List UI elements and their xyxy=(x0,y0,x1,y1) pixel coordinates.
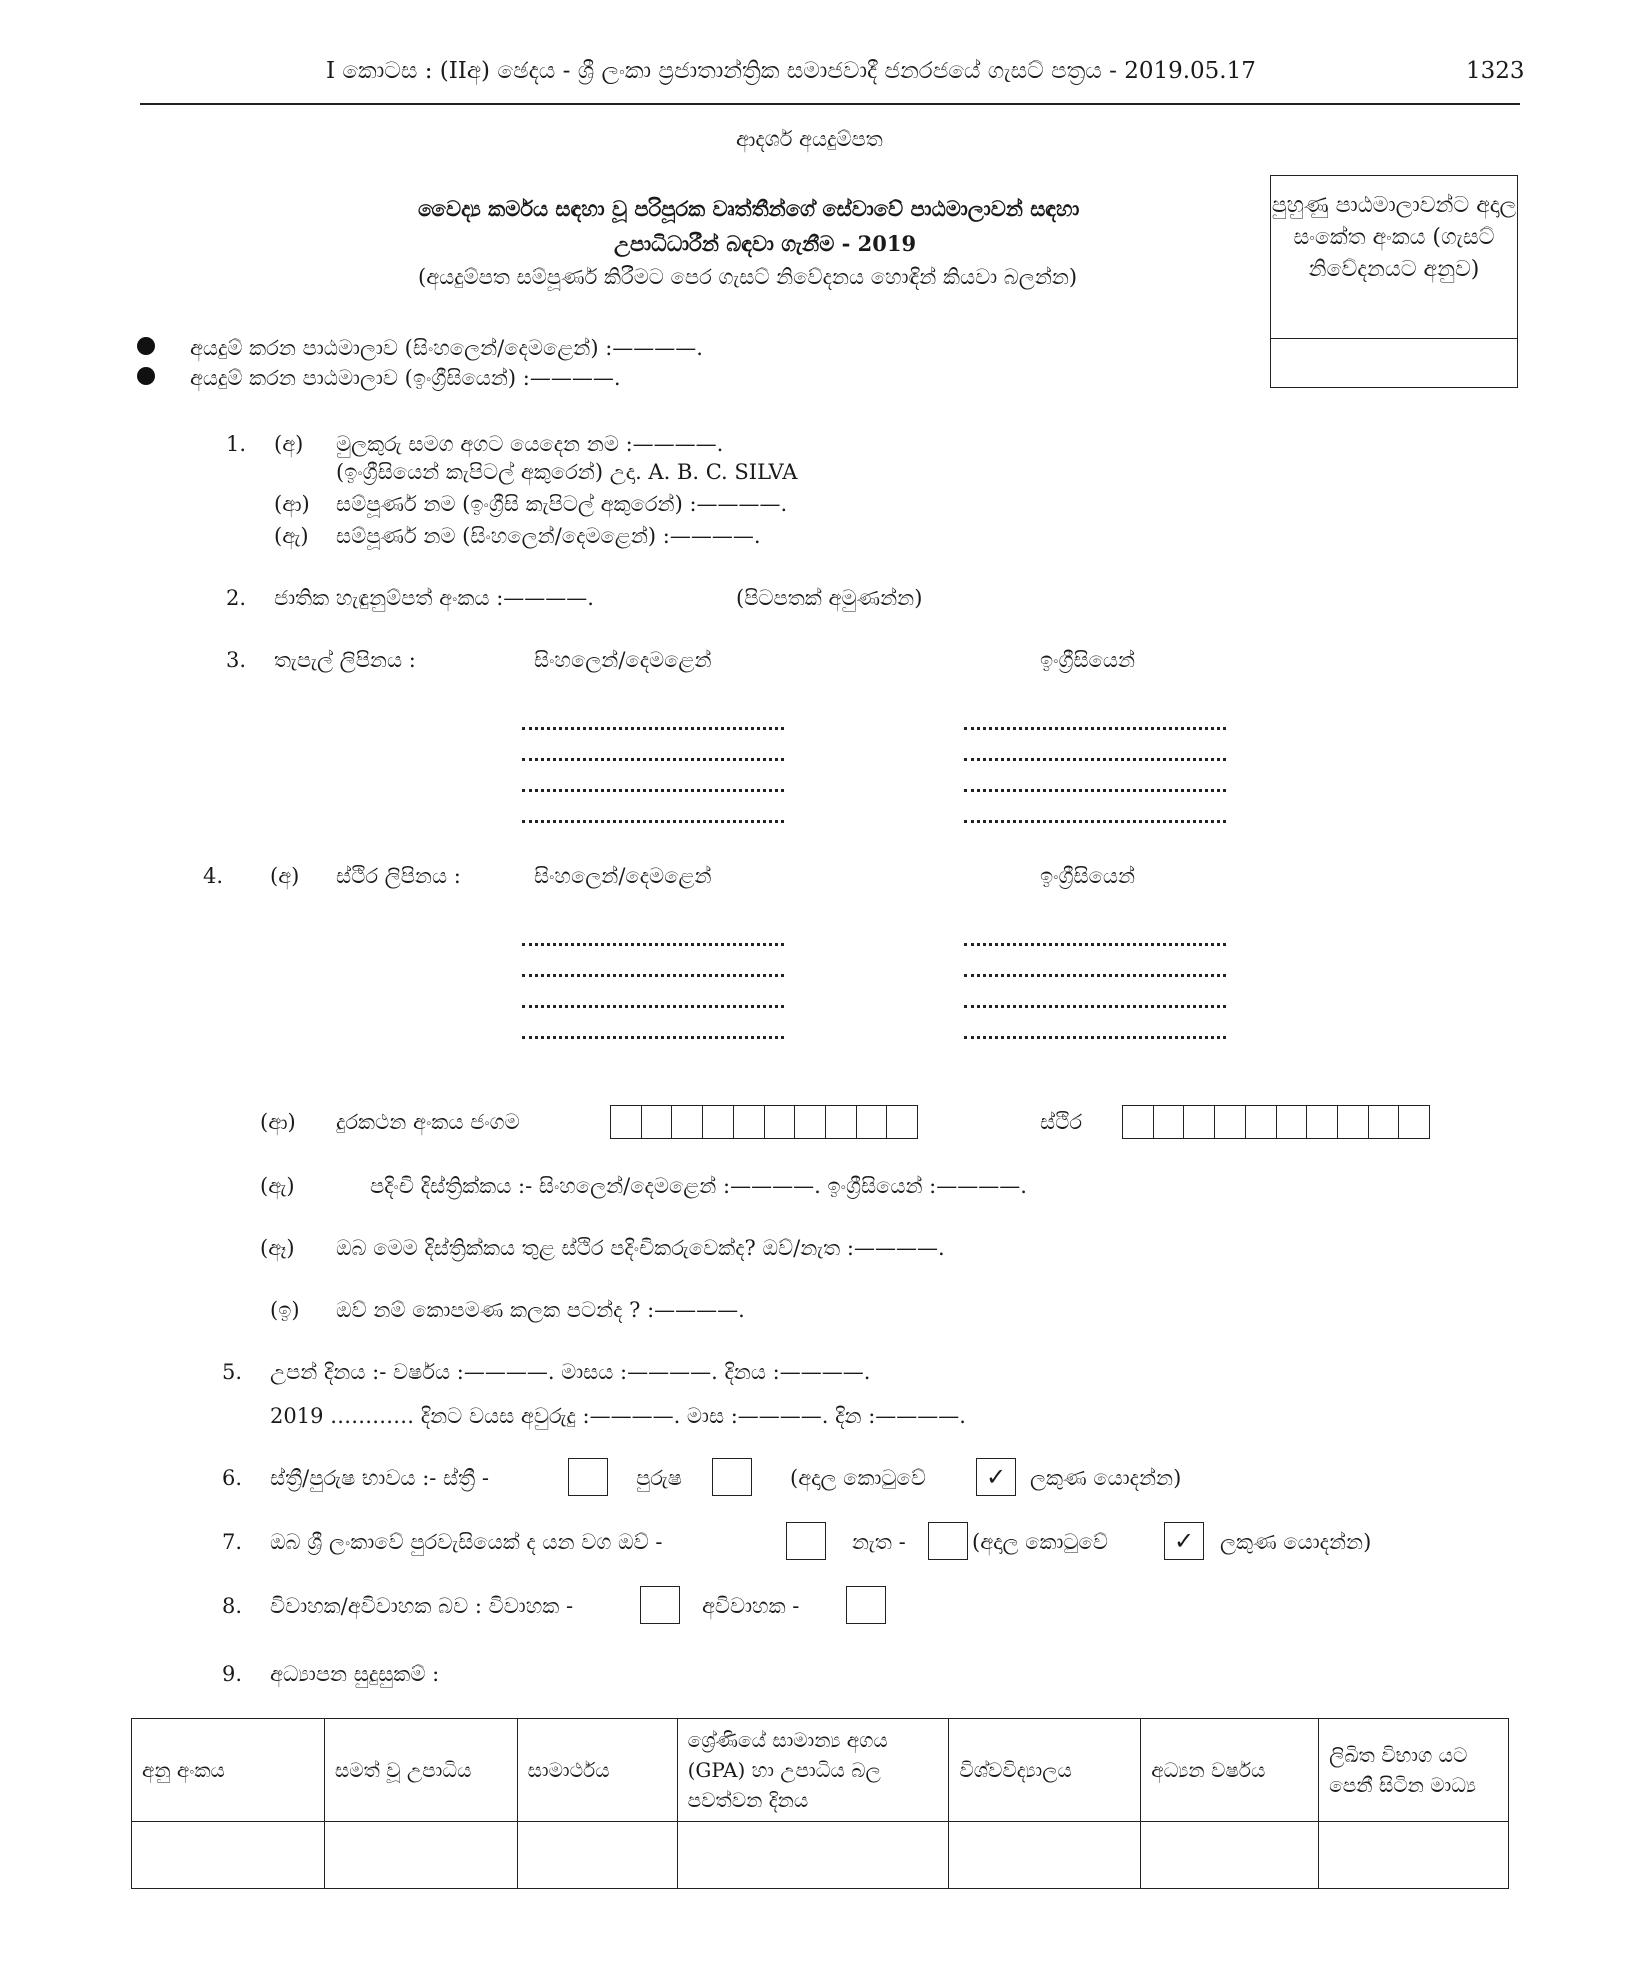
col-degree-passed: සමත් වූ උපාධිය xyxy=(324,1719,517,1822)
citizenship-instruction-a: (අදාල කොටුවේ xyxy=(972,1530,1108,1554)
col-university: විශ්වවිද්‍යාලය xyxy=(949,1719,1141,1822)
header-rule xyxy=(140,103,1520,105)
gender-male-checkbox[interactable] xyxy=(712,1458,752,1496)
q1c-label: (ඇ) xyxy=(274,524,309,548)
nic-number-field[interactable]: ජාතික හැඳුනුම්පත් අංකය :————. xyxy=(274,586,594,610)
form-title-note: (අයදුම්පත සම්පූර්ණ කිරීමට පෙර ගැසට් නිවේදනය හොඳින් කියවා බලන්න) xyxy=(418,265,1078,289)
mobile-number-boxes[interactable] xyxy=(610,1105,918,1139)
postal-address-english-line[interactable] xyxy=(964,789,1226,792)
permanent-address-label: ස්ථිර ලිපිනය : xyxy=(336,864,461,888)
citizenship-label: ඔබ ශ්‍රී ලංකාවේ පුරවැසියෙක් ද යන වග ඔව් - xyxy=(270,1530,663,1554)
permanent-address-sinhala-line[interactable] xyxy=(522,943,784,946)
q9-number: 9. xyxy=(222,1662,243,1686)
citizen-no-label: නැත - xyxy=(852,1530,906,1554)
model-application-label: ආදර්ශ අයදුම්පත xyxy=(736,127,883,151)
q1a-label: (අ) xyxy=(274,432,304,456)
q5-number: 5. xyxy=(222,1360,243,1384)
check-icon: ✓ xyxy=(1173,1527,1195,1555)
postal-address-sinhala-line[interactable] xyxy=(522,820,784,823)
name-example: (ඉංග්‍රීසියෙන් කැපිටල් අකුරෙන්) උදා. A. B. C. SILVA xyxy=(336,460,798,484)
gender-instruction-a: (අදාල කොටුවේ xyxy=(790,1466,926,1490)
column-sinhala-label: සිංහලෙන්/දෙමළෙන් xyxy=(534,864,712,888)
permanent-address-sinhala-line[interactable] xyxy=(522,1005,784,1008)
q2-number: 2. xyxy=(226,586,247,610)
residential-district-field[interactable]: පදිංචි දිස්ත්‍රික්කය :- සිංහලෙන්/දෙමළෙන් :————. ඉංග්‍රීසියෙන් :————. xyxy=(370,1174,1027,1198)
unmarried-checkbox[interactable] xyxy=(846,1586,886,1624)
q4b-label: (ආ) xyxy=(260,1110,296,1134)
citizen-yes-checkbox[interactable] xyxy=(786,1522,826,1560)
gender-label: ස්ත්‍රී/පුරුෂ භාවය :- ස්ත්‍රී - xyxy=(270,1466,489,1490)
course-sinhala-field[interactable]: අයදුම් කරන පාඨමාලාව (සිංහලෙන්/දෙමළෙන්) :————. xyxy=(190,336,703,360)
postal-address-label: තැපැල් ලිපිනය : xyxy=(274,648,416,672)
q4c-label: (ඇ) xyxy=(260,1174,295,1198)
permanent-address-english-line[interactable] xyxy=(964,943,1226,946)
phone-mobile-label: දුරකථන අංකය ජංගම xyxy=(336,1110,520,1134)
postal-address-english-line[interactable] xyxy=(964,758,1226,761)
citizenship-instruction-b: ලකුණ යොදන්න) xyxy=(1220,1530,1372,1554)
name-with-initials-field[interactable]: මුලකුරු සමග අගට යෙදෙන නම :————. xyxy=(336,432,724,456)
permanent-address-sinhala-line[interactable] xyxy=(522,1036,784,1039)
bullet-icon xyxy=(137,367,155,385)
q6-number: 6. xyxy=(222,1466,243,1490)
education-qualifications-table xyxy=(131,1718,1509,1889)
q4a-label: (අ) xyxy=(270,864,300,888)
postal-address-sinhala-line[interactable] xyxy=(522,727,784,730)
gender-female-checkbox[interactable] xyxy=(568,1458,608,1496)
postal-address-sinhala-line[interactable] xyxy=(522,758,784,761)
column-sinhala-label: සිංහලෙන්/දෙමළෙන් xyxy=(534,648,712,672)
course-code-box xyxy=(1270,175,1518,388)
phone-fixed-label: ස්ථිර xyxy=(1040,1110,1082,1134)
education-label: අධ්‍යාපන සුදුසුකම් : xyxy=(270,1662,440,1686)
col-academic-year: අධ්‍යන වර්ෂය xyxy=(1141,1719,1319,1822)
table-cell[interactable] xyxy=(132,1822,325,1889)
course-code-label: පුහුණු පාඨමාලාවන්ට අදාල සංකේත අංකය (ගැසට් නිවේදනයට අනුව) xyxy=(1271,193,1517,282)
postal-address-english-line[interactable] xyxy=(964,820,1226,823)
full-name-english-field[interactable]: සම්පූර්ණ නම (ඉංග්‍රීසි කැපිටල් අකුරෙන්) :————. xyxy=(336,492,788,516)
table-cell[interactable] xyxy=(1141,1822,1319,1889)
column-english-label: ඉංග්‍රීසියෙන් xyxy=(1040,648,1136,672)
permanent-resident-field[interactable]: ඔබ මෙම දිස්ත්‍රික්කය තුළ ස්ථිර පදිංචිකරුවෙක්ද? ඔව්/නැත :————. xyxy=(336,1236,945,1260)
residence-duration-field[interactable]: ඔව් නම් කොපමණ කලක පටන්ද ? :————. xyxy=(336,1298,745,1322)
permanent-address-sinhala-line[interactable] xyxy=(522,974,784,977)
q4e-label: (ඉ) xyxy=(270,1298,300,1322)
page-number: 1323 xyxy=(1466,58,1525,84)
table-cell[interactable] xyxy=(1319,1822,1509,1889)
full-name-sinhala-field[interactable]: සම්පූර්ණ නම (සිංහලෙන්/දෙමළෙන්) :————. xyxy=(336,524,761,548)
example-check-box xyxy=(1164,1522,1204,1560)
q3-number: 3. xyxy=(226,648,247,672)
col-serial-number: අනු අංකය xyxy=(132,1719,325,1822)
nic-note: (පිටපතක් අමුණන්න) xyxy=(736,586,923,610)
col-pass-level: සාමාර්ථය xyxy=(517,1719,677,1822)
col-exam-medium: ලිඛිත විභාග යට පෙනී සිටින මාධ්‍ය xyxy=(1319,1719,1509,1822)
q7-number: 7. xyxy=(222,1530,243,1554)
date-of-birth-field[interactable]: උපන් දිනය :- වර්ෂය :————. මාසය :————. දිනය :————. xyxy=(270,1360,871,1384)
table-cell[interactable] xyxy=(324,1822,517,1889)
age-as-at-field[interactable]: 2019 ………… දිනට වයස අවුරුදු :————. මාස :————. දින :————. xyxy=(270,1404,966,1428)
course-english-field[interactable]: අයදුම් කරන පාඨමාලාව (ඉංග්‍රීසියෙන්) :————. xyxy=(190,366,621,390)
gender-instruction-b: ලකුණ යොදන්න) xyxy=(1030,1466,1182,1490)
q1-number: 1. xyxy=(226,432,247,456)
column-english-label: ඉංග්‍රීසියෙන් xyxy=(1040,864,1136,888)
postal-address-english-line[interactable] xyxy=(964,727,1226,730)
q1b-label: (ආ) xyxy=(274,492,310,516)
q8-number: 8. xyxy=(222,1594,243,1618)
permanent-address-english-line[interactable] xyxy=(964,974,1226,977)
form-title-line1: වෛද්‍ය කර්මය සඳහා වූ පරිපූරක වෘත්තීන්ගේ සේවාවේ පාඨමාලාවන් සඳහා xyxy=(418,196,1080,221)
q4d-label: (ඈ) xyxy=(260,1236,295,1260)
fixed-number-boxes[interactable] xyxy=(1122,1105,1430,1139)
q4-number: 4. xyxy=(203,864,224,888)
table-cell[interactable] xyxy=(517,1822,677,1889)
bullet-icon xyxy=(137,337,155,355)
check-icon: ✓ xyxy=(985,1463,1007,1491)
example-check-box xyxy=(976,1458,1016,1496)
course-code-divider xyxy=(1271,338,1517,339)
gazette-header: I කොටස : (IIඅ) ඡෙදය - ශ්‍රී ලංකා ප්‍රජාතාන්ත්‍රික සමාජවාදී ජනරජයේ ගැසට් පත්‍රය - 2019.05.17 xyxy=(326,58,1256,84)
permanent-address-english-line[interactable] xyxy=(964,1005,1226,1008)
form-title-line2: උපාධිධාරීන් බඳවා ගැනීම - 2019 xyxy=(614,231,917,256)
citizen-no-checkbox[interactable] xyxy=(928,1522,968,1560)
table-header-row xyxy=(132,1719,1509,1822)
table-cell[interactable] xyxy=(677,1822,949,1889)
table-cell[interactable] xyxy=(949,1822,1141,1889)
gender-male-label: පුරුෂ xyxy=(636,1466,682,1490)
col-gpa-effective-date: ශ්‍රේණියේ සාමාන්‍ය අගය (GPA) හා උපාධිය බල පවත්වන දිනය xyxy=(677,1719,949,1822)
marital-status-label: විවාහක/අවිවාහක බව : විවාහක - xyxy=(270,1594,574,1618)
postal-address-sinhala-line[interactable] xyxy=(522,789,784,792)
table-row xyxy=(132,1822,1509,1889)
unmarried-label: අවිවාහක - xyxy=(702,1594,800,1618)
married-checkbox[interactable] xyxy=(640,1586,680,1624)
permanent-address-english-line[interactable] xyxy=(964,1036,1226,1039)
